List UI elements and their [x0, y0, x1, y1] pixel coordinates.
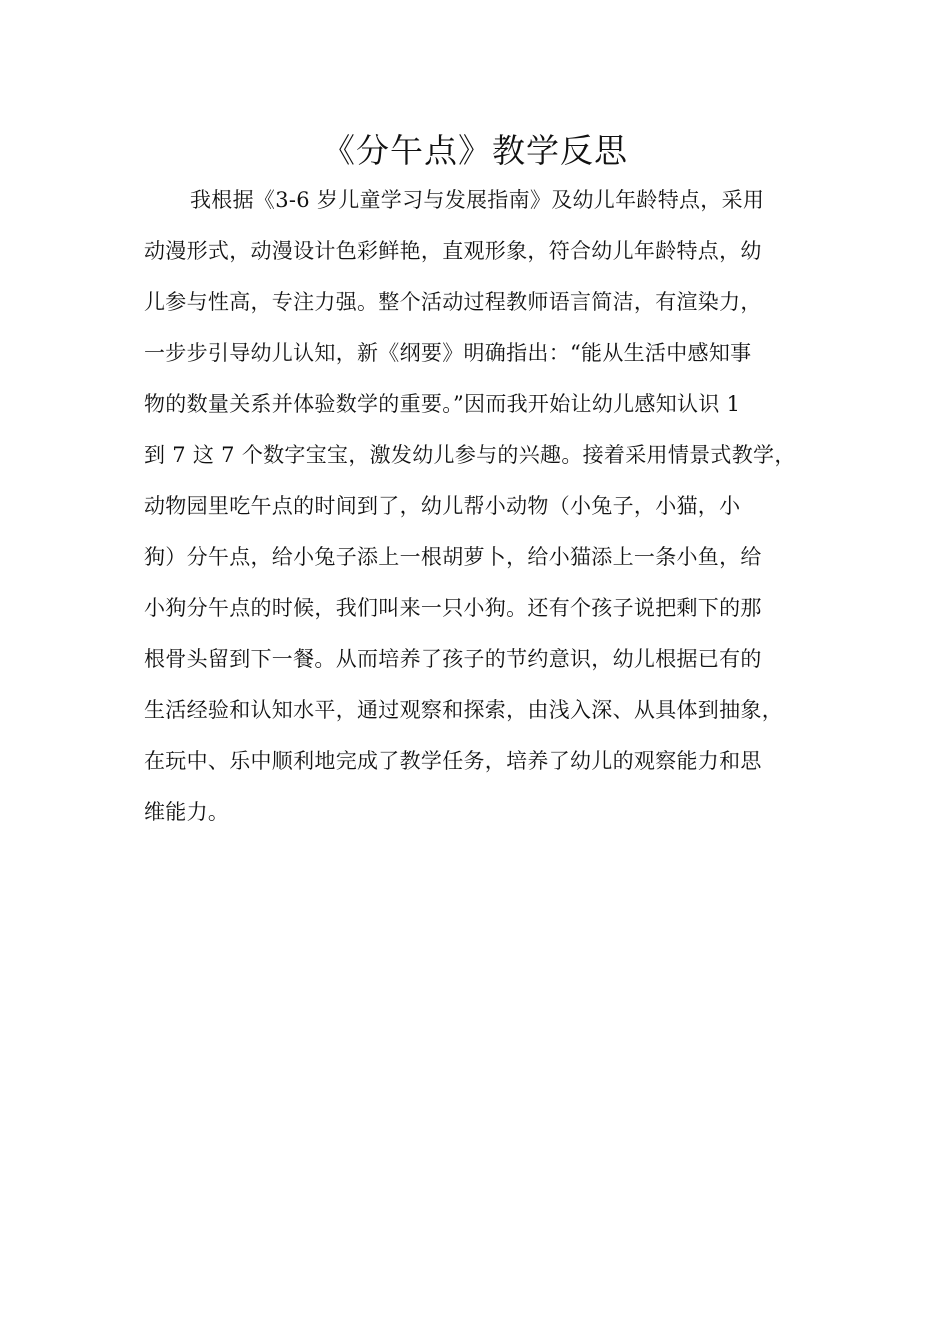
paragraph-line: 在玩中、乐中顺利地完成了教学任务，培养了幼儿的观察能力和思	[144, 749, 762, 773]
paragraph-line: 维能力。	[144, 800, 230, 824]
paragraph-line: 一步步引导幼儿认知，新《纲要》明确指出：“能从生活中感知事	[144, 341, 752, 365]
paragraph-line: 我根据《3-6 岁儿童学习与发展指南》及幼儿年龄特点，采用	[190, 188, 765, 212]
paragraph-line: 儿参与性高，专注力强。整个活动过程教师语言简洁，有渲染力，	[144, 290, 762, 314]
paragraph-line: 生活经验和认知水平，通过观察和探索，由浅入深、从具体到抽象，	[144, 698, 783, 722]
document-title: 《分午点》教学反思	[322, 131, 628, 170]
paragraph-line: 到 7 这 7 个数字宝宝，激发幼儿参与的兴趣。接着采用情景式教学，	[144, 443, 796, 467]
paragraph-line: 根骨头留到下一餐。从而培养了孩子的节约意识，幼儿根据已有的	[144, 647, 762, 671]
paragraph-line: 物的数量关系并体验数学的重要。”因而我开始让幼儿感知认识 1	[144, 392, 741, 416]
document-body	[144, 180, 824, 843]
paragraph-line: 动漫形式，动漫设计色彩鲜艳，直观形象，符合幼儿年龄特点，幼	[144, 239, 762, 263]
paragraph-line: 狗）分午点，给小兔子添上一根胡萝卜，给小猫添上一条小鱼，给	[144, 545, 762, 569]
paragraph-line: 小狗分午点的时候，我们叫来一只小狗。还有个孩子说把剩下的那	[144, 596, 762, 620]
paragraph-line: 动物园里吃午点的时间到了，幼儿帮小动物（小兔子，小猫，小	[144, 494, 741, 518]
